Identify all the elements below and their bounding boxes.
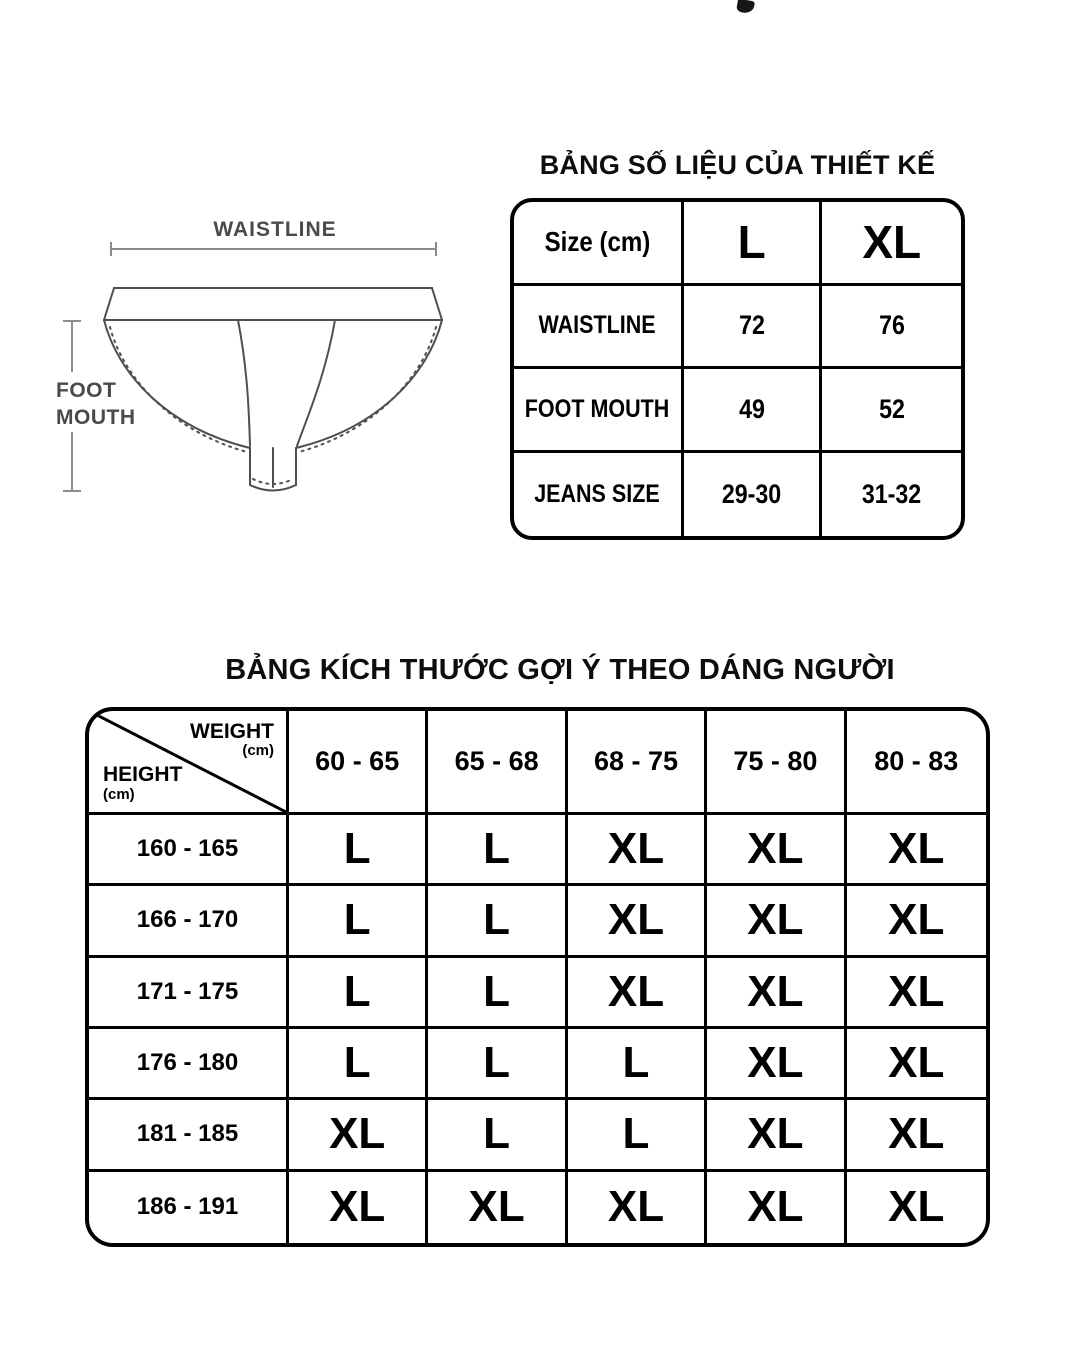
- weight-unit: (cm): [242, 742, 274, 760]
- weight-col-header: 60 - 65: [289, 711, 428, 815]
- design-table-title: BẢNG SỐ LIỆU CỦA THIẾT KẾ: [539, 150, 936, 180]
- weight-col-header: 65 - 68: [428, 711, 567, 815]
- spec-row-label: [514, 369, 684, 453]
- height-row-label: 166 - 170: [89, 886, 289, 957]
- spec-header-size-xl: [822, 202, 961, 286]
- size-cell: XL: [568, 886, 707, 957]
- spec-value: [822, 369, 961, 453]
- measure-tick-left: [110, 242, 112, 256]
- size-xl-label: XL: [862, 216, 922, 269]
- cropped-logo-artifact: [736, 0, 755, 14]
- size-cell: XL: [707, 815, 846, 886]
- height-unit: (cm): [103, 785, 135, 803]
- spec-value: [822, 286, 961, 370]
- height-row-label: 171 - 175: [89, 958, 289, 1029]
- size-cell: XL: [707, 1100, 846, 1171]
- height-row-label: 160 - 165: [89, 815, 289, 886]
- spec-value: [684, 453, 823, 537]
- height-row-label: 176 - 180: [89, 1029, 289, 1100]
- size-cell: XL: [428, 1172, 567, 1243]
- height-label: HEIGHT: [103, 763, 183, 787]
- jeans-row-label: JEANS SIZE: [534, 479, 661, 508]
- size-cell: XL: [289, 1172, 428, 1243]
- size-cell: XL: [568, 815, 707, 886]
- size-cell: XL: [847, 815, 986, 886]
- design-spec-table: [510, 198, 965, 540]
- measure-line-lower: [71, 432, 73, 490]
- measure-tick-right: [435, 242, 437, 256]
- size-cell: XL: [847, 1100, 986, 1171]
- jeans-xl-value: 31-32: [862, 478, 922, 509]
- waistline-measure-line: [110, 242, 437, 256]
- size-cell: XL: [707, 1029, 846, 1100]
- size-cell: L: [428, 886, 567, 957]
- height-row-label: 181 - 185: [89, 1100, 289, 1171]
- size-cell: L: [428, 1100, 567, 1171]
- footmouth-row-label: FOOT MOUTH: [525, 394, 670, 423]
- spec-header-size: [514, 202, 684, 286]
- suggestion-table-title: BẢNG KÍCH THƯỚC GỢI Ý THEO DÁNG NGƯỜI: [225, 654, 895, 686]
- measure-line-upper: [71, 322, 73, 372]
- spec-value: [684, 369, 823, 453]
- size-cell: L: [289, 886, 428, 957]
- size-cell: XL: [847, 886, 986, 957]
- weight-axis-label: [190, 720, 274, 760]
- size-cell: XL: [707, 1172, 846, 1243]
- size-cell: L: [428, 815, 567, 886]
- size-cell: XL: [289, 1100, 428, 1171]
- waistline-label: WAISTLINE: [213, 218, 337, 241]
- spec-header-size-l: [684, 202, 823, 286]
- weight-col-header: 80 - 83: [847, 711, 986, 815]
- size-l-label: L: [737, 216, 766, 269]
- size-suggestion-table: [85, 707, 990, 1247]
- size-cell: L: [428, 1029, 567, 1100]
- spec-value: [684, 286, 823, 370]
- size-cell: XL: [707, 958, 846, 1029]
- size-cell: XL: [568, 958, 707, 1029]
- waistline-l-value: 72: [738, 310, 765, 341]
- weight-label: WEIGHT: [190, 720, 274, 743]
- spec-row-label: [514, 286, 684, 370]
- size-cell: L: [289, 958, 428, 1029]
- size-cell: L: [289, 815, 428, 886]
- size-cell: XL: [847, 958, 986, 1029]
- waistline-xl-value: 76: [878, 310, 905, 341]
- spec-value: [822, 453, 961, 537]
- footmouth-l-value: 49: [738, 393, 765, 424]
- height-axis-label: [103, 763, 182, 803]
- corner-header-cell: [89, 711, 289, 815]
- measure-line: [110, 248, 437, 250]
- size-cell: L: [289, 1029, 428, 1100]
- spec-header-size-label: Size (cm): [544, 226, 651, 258]
- weight-col-header: 75 - 80: [707, 711, 846, 815]
- height-row-label: 186 - 191: [89, 1172, 289, 1243]
- size-cell: XL: [707, 886, 846, 957]
- weight-col-header: 68 - 75: [568, 711, 707, 815]
- waistline-row-label: WAISTLINE: [538, 311, 656, 340]
- size-cell: L: [568, 1029, 707, 1100]
- footmouth-xl-value: 52: [878, 393, 905, 424]
- size-cell: L: [428, 958, 567, 1029]
- size-cell: XL: [568, 1172, 707, 1243]
- size-cell: L: [568, 1100, 707, 1171]
- measure-tick-bottom: [63, 490, 81, 492]
- spec-row-label: [514, 453, 684, 537]
- jeans-l-value: 29-30: [721, 478, 782, 509]
- foot-mouth-label: FOOT MOUTH: [56, 379, 136, 430]
- size-cell: XL: [847, 1029, 986, 1100]
- size-cell: XL: [888, 1182, 945, 1232]
